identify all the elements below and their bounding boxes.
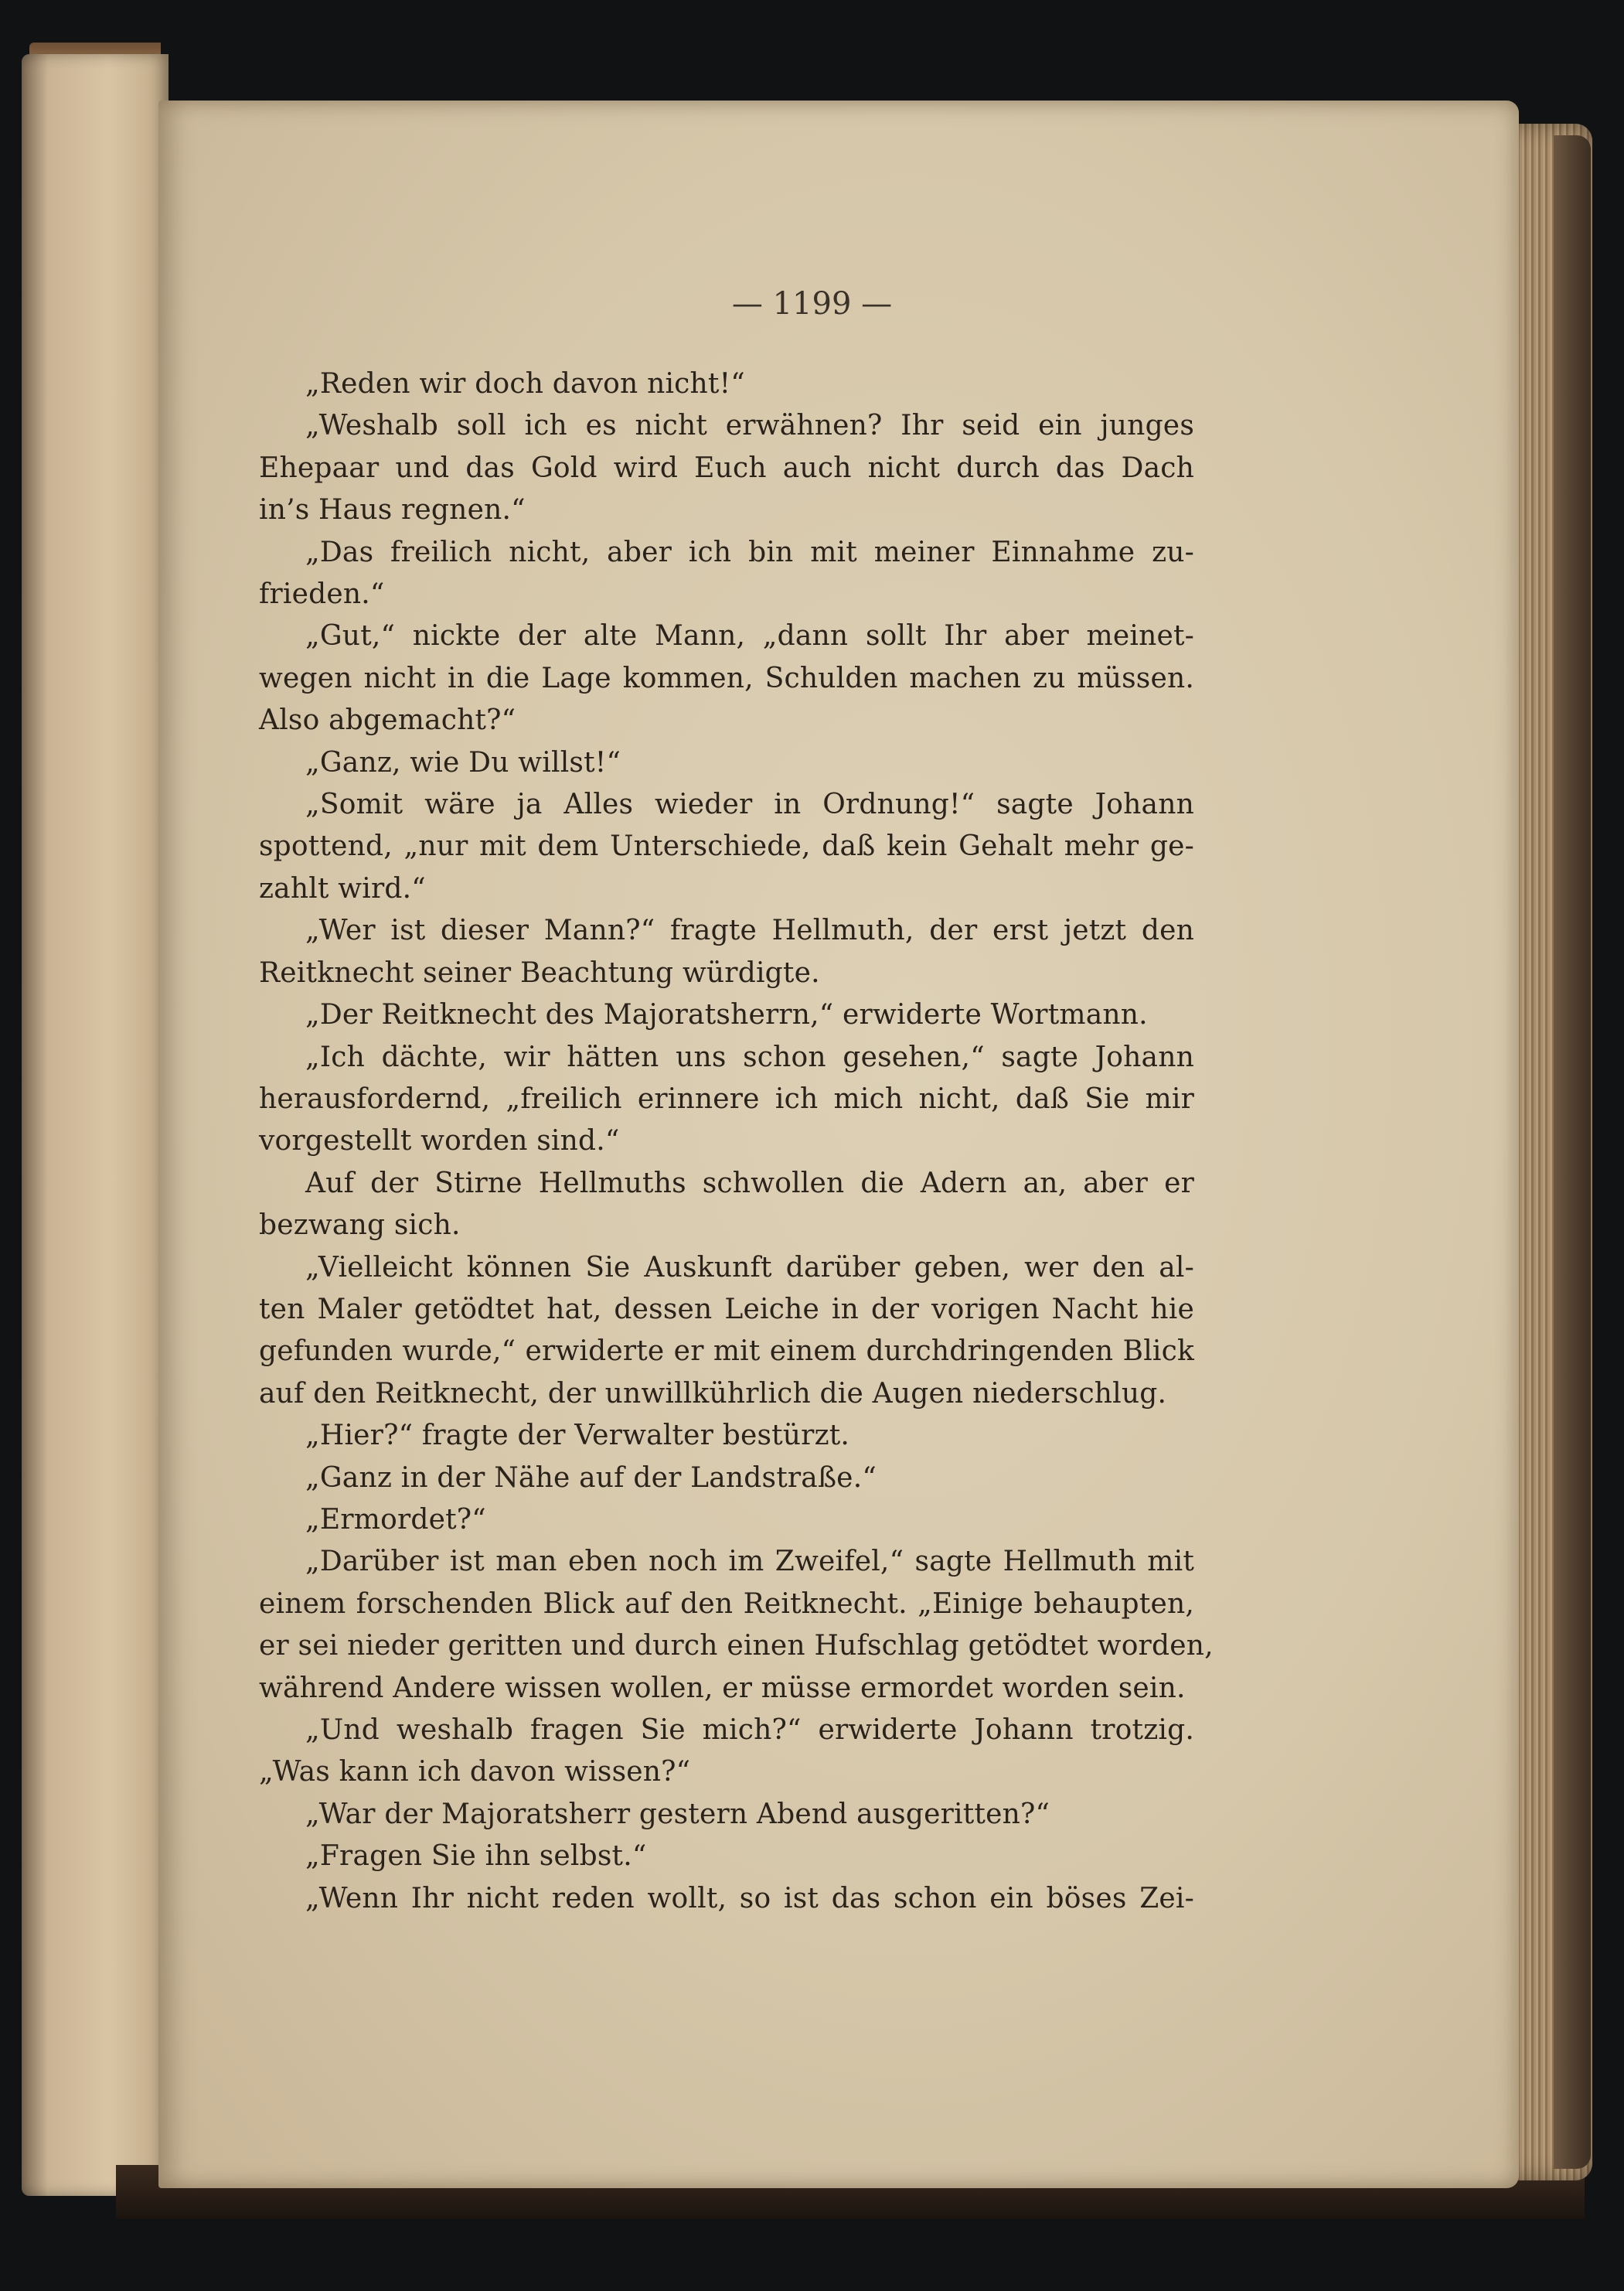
- text-line: einem forschenden Blick auf den Reitknecht. „Einige behaupten,: [259, 1587, 1194, 1620]
- text-line: „Weshalb soll ich es nicht erwähnen? Ihr seid ein junges: [305, 410, 1194, 442]
- text-line: spottend, „nur mit dem Unterschiede, daß kein Gehalt mehr ge-: [259, 830, 1194, 863]
- text-line: „Ganz, wie Du willst!“: [305, 746, 621, 779]
- text-line: er sei nieder geritten und durch einen Hufschlag getödtet worden,: [259, 1630, 1214, 1662]
- text-line: auf den Reitknecht, der unwillkührlich die Augen niederschlug.: [259, 1377, 1167, 1410]
- text-line: während Andere wissen wollen, er müsse ermordet worden sein.: [259, 1672, 1186, 1704]
- text-line: „Darüber ist man eben noch im Zweifel,“ sagte Hellmuth mit: [305, 1546, 1194, 1578]
- text-line: „Gut,“ nickte der alte Mann, „dann sollt Ihr aber meinet-: [305, 620, 1194, 653]
- text-line: in’s Haus regnen.“: [259, 494, 526, 527]
- page-stack-shadow: [1554, 135, 1591, 2169]
- text-line: „Ich dächte, wir hätten uns schon gesehen,“ sagte Johann: [305, 1041, 1194, 1073]
- text-line: wegen nicht in die Lage kommen, Schulden machen zu müssen.: [259, 662, 1194, 694]
- text-line: bezwang sich.: [259, 1209, 461, 1242]
- text-line: „Ermordet?“: [305, 1503, 486, 1536]
- text-line: Also abgemacht?“: [259, 704, 516, 737]
- text-line: frieden.“: [259, 578, 385, 611]
- page-number: — 1199 —: [731, 286, 893, 322]
- text-line: „Reden wir doch davon nicht!“: [305, 368, 745, 400]
- text-line: „Das freilich nicht, aber ich bin mit meiner Einnahme zu-: [305, 536, 1194, 568]
- text-line: „Somit wäre ja Alles wieder in Ordnung!“ sagte Johann: [305, 789, 1194, 821]
- text-line: Ehepaar und das Gold wird Euch auch nicht durch das Dach: [259, 452, 1194, 484]
- text-line: „Ganz in der Nähe auf der Landstraße.“: [305, 1461, 877, 1494]
- left-page-edge: [22, 54, 169, 2196]
- text-line: „Und weshalb fragen Sie mich?“ erwiderte Johann trotzig.: [305, 1714, 1194, 1746]
- text-line: „Vielleicht können Sie Auskunft darüber geben, wer den al-: [305, 1251, 1194, 1284]
- text-line: zahlt wird.“: [259, 872, 426, 905]
- page-body-text: [259, 363, 1214, 1920]
- text-line: gefunden wurde,“ erwiderte er mit einem durchdringenden Blick: [259, 1335, 1194, 1368]
- text-line: „Der Reitknecht des Majoratsherrn,“ erwiderte Wortmann.: [305, 999, 1148, 1031]
- text-line: „War der Majoratsherr gestern Abend ausgeritten?“: [305, 1798, 1050, 1830]
- text-line: vorgestellt worden sind.“: [259, 1125, 620, 1157]
- text-line: „Was kann ich davon wissen?“: [259, 1756, 691, 1788]
- text-line: Reitknecht seiner Beachtung würdigte.: [259, 956, 820, 989]
- text-line: herausfordernd, „freilich erinnere ich mich nicht, daß Sie mir: [259, 1082, 1194, 1115]
- text-line: „Wer ist dieser Mann?“ fragte Hellmuth, der erst jetzt den: [305, 915, 1194, 947]
- text-line: Auf der Stirne Hellmuths schwollen die Adern an, aber er: [305, 1167, 1194, 1199]
- text-line: „Hier?“ fragte der Verwalter bestürzt.: [305, 1420, 850, 1452]
- text-line: „Wenn Ihr nicht reden wollt, so ist das schon ein böses Zei-: [305, 1882, 1194, 1914]
- text-line: ten Maler getödtet hat, dessen Leiche in der vorigen Nacht hie: [259, 1293, 1194, 1325]
- text-line: „Fragen Sie ihn selbst.“: [305, 1840, 647, 1873]
